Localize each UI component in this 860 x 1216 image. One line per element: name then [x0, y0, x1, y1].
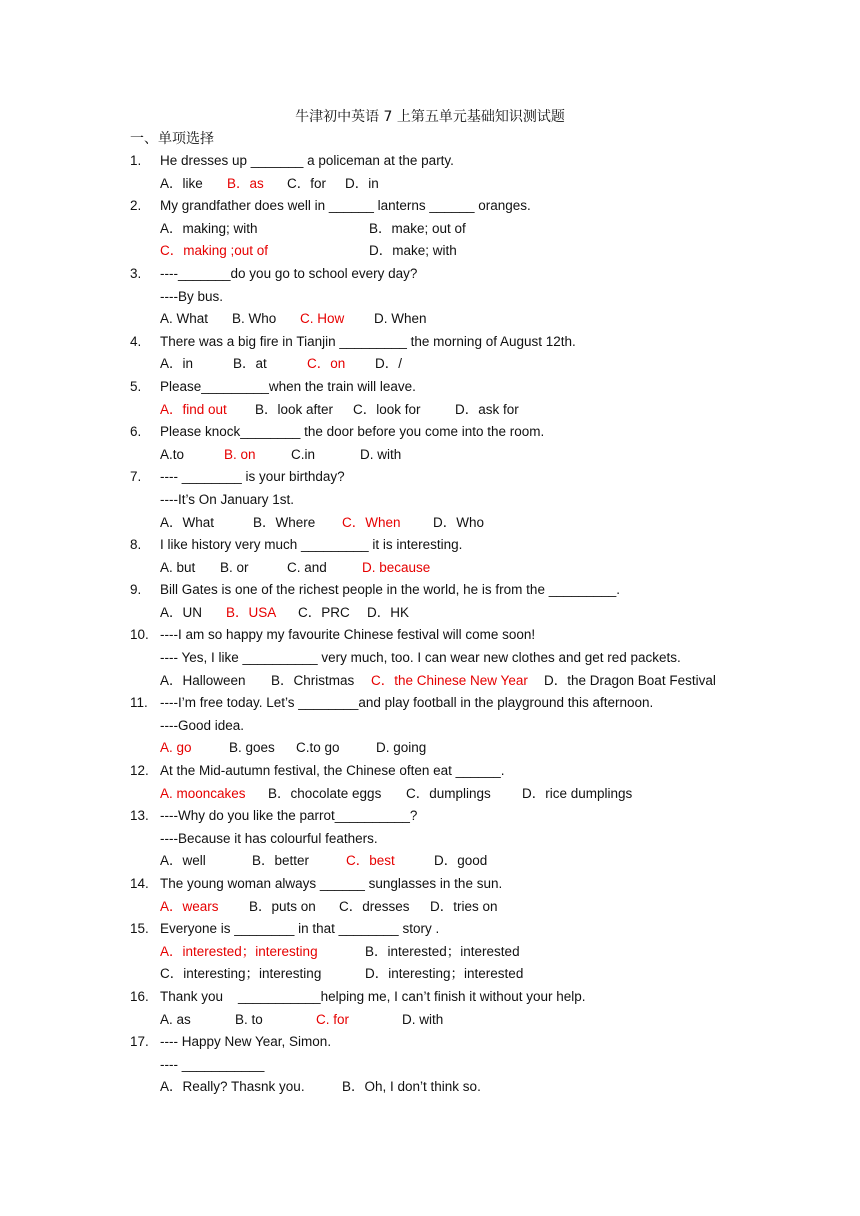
question-line — [130, 760, 830, 783]
question-number: 16. — [130, 988, 149, 1004]
question-line — [130, 850, 830, 873]
question-line — [130, 873, 830, 896]
question-text: ----Because it has colourful feathers. — [160, 830, 378, 846]
answer-option: A. but — [160, 559, 196, 575]
question-line — [130, 986, 830, 1009]
question-line — [130, 173, 830, 196]
answer-option: D．make; with — [369, 243, 457, 259]
question-line — [130, 353, 830, 376]
question-line — [130, 602, 830, 625]
question-line — [130, 399, 830, 422]
question-line — [130, 783, 830, 806]
question-text: There was a big fire in Tianjin _________ the morning of August 12th. — [160, 333, 576, 349]
answer-option: A．find out — [160, 401, 227, 417]
section-heading: 一、单项选择 — [130, 131, 214, 147]
question-line — [130, 308, 830, 331]
question-text: ----It’s On January 1st. — [160, 491, 295, 507]
answer-option: D. going — [376, 740, 427, 756]
answer-option: A．wears — [160, 898, 219, 914]
question-list — [130, 150, 830, 1099]
question-number: 6. — [130, 424, 142, 440]
question-line — [130, 195, 830, 218]
answer-option: B. to — [235, 1011, 263, 1027]
question-text: Thank you ___________helping me, I can’t finish it without your help. — [160, 988, 586, 1004]
answer-option: C. and — [287, 559, 327, 575]
answer-option: B．Christmas — [271, 672, 355, 688]
answer-option: A．What — [160, 514, 215, 530]
answer-option: B. on — [224, 446, 256, 462]
answer-option: C．When — [342, 514, 401, 530]
question-line — [130, 715, 830, 738]
answer-option: C．dumplings — [406, 785, 491, 801]
answer-option: D．interesting；interested — [365, 966, 524, 982]
answer-option: D．ask for — [455, 401, 519, 417]
question-number: 12. — [130, 763, 149, 779]
answer-option: B．Where — [253, 514, 316, 530]
question-number: 14. — [130, 876, 149, 891]
answer-option: A. What — [160, 311, 209, 327]
question-number: 17. — [130, 1034, 149, 1050]
question-text: ----Good idea. — [160, 717, 245, 733]
question-text: ---- Happy New Year, Simon. — [160, 1034, 332, 1050]
answer-option: B．better — [252, 853, 310, 869]
answer-option: B．at — [233, 356, 267, 372]
answer-option: D．tries on — [430, 898, 498, 914]
question-text: ---- Yes, I like __________ very much, too. I can wear new clothes and get red packets. — [160, 650, 681, 666]
answer-option: C．PRC — [298, 604, 350, 620]
answer-option: A．in — [160, 356, 194, 372]
question-number: 5. — [130, 378, 142, 394]
question-text: My grandfather does well in ______ lanterns ______ oranges. — [160, 198, 531, 214]
answer-option: B. Who — [232, 311, 277, 327]
question-text: Bill Gates is one of the richest people in the world, he is from the _________. — [160, 582, 621, 598]
answer-option: A.to — [160, 446, 185, 462]
question-line — [130, 376, 830, 399]
question-number: 9. — [130, 582, 142, 598]
answer-option: D．good — [434, 853, 488, 869]
answer-option: A．Really? Thasnk you. — [160, 1079, 305, 1095]
question-number: 2. — [130, 198, 142, 214]
question-number: 1. — [130, 153, 142, 168]
question-line — [130, 466, 830, 489]
question-line — [130, 534, 830, 557]
answer-option: D. with — [360, 446, 402, 462]
answer-option: C.in — [291, 446, 316, 462]
question-number: 8. — [130, 537, 142, 553]
answer-option: C. for — [316, 1011, 350, 1027]
answer-option: B．puts on — [249, 898, 316, 914]
answer-option: B．look after — [255, 401, 334, 417]
answer-option: B．make; out of — [369, 220, 466, 236]
question-text: ----I’m free today. Let’s ________and play football in the playground this afternoon. — [160, 695, 654, 711]
answer-option: A．making; with — [160, 220, 258, 236]
answer-option: D. because — [362, 559, 431, 575]
question-line — [130, 444, 830, 467]
question-text: Please knock________ the door before you come into the room. — [160, 424, 545, 440]
answer-option: C．making ;out of — [160, 243, 269, 259]
question-number: 3. — [130, 265, 142, 281]
answer-option: A．UN — [160, 604, 203, 620]
question-line — [130, 1076, 830, 1099]
answer-option: B．chocolate eggs — [268, 785, 382, 801]
question-line — [130, 805, 830, 828]
answer-option: B. goes — [229, 740, 275, 756]
question-text: Please_________when the train will leave. — [160, 378, 416, 394]
question-line — [130, 647, 830, 670]
question-line — [130, 624, 830, 647]
question-line — [130, 896, 830, 919]
answer-option: C．dresses — [339, 898, 410, 914]
question-text: ----Why do you like the parrot__________? — [160, 808, 418, 824]
question-text: The young woman always ______ sunglasses in the sun. — [160, 876, 503, 891]
question-text: ----_______do you go to school every day? — [160, 265, 418, 281]
question-number: 7. — [130, 469, 142, 485]
question-line — [130, 963, 830, 986]
answer-option: C. How — [300, 311, 345, 327]
question-line — [130, 512, 830, 535]
question-line — [130, 828, 830, 851]
question-line — [130, 331, 830, 354]
answer-option: B．interested；interested — [365, 943, 520, 959]
answer-option: D. When — [374, 311, 427, 327]
answer-option: D．/ — [375, 356, 402, 372]
answer-option: C．for — [287, 175, 327, 191]
answer-option: B．Oh, I don’t think so. — [342, 1079, 481, 1095]
question-line — [130, 150, 830, 173]
question-line — [130, 692, 830, 715]
answer-option: D．in — [345, 175, 379, 191]
answer-option: C．the Chinese New Year — [371, 672, 528, 688]
question-line — [130, 489, 830, 512]
question-line — [130, 737, 830, 760]
question-line — [130, 1054, 830, 1077]
answer-option: A．interested；interesting — [160, 943, 318, 959]
document-title: 牛津初中英语 7 上第五单元基础知识测试题 — [295, 109, 565, 125]
answer-option: B．USA — [226, 604, 277, 620]
answer-option: B．as — [227, 175, 264, 191]
answer-option: D．Who — [433, 514, 485, 530]
question-line — [130, 286, 830, 309]
question-text: Everyone is ________ in that ________ story . — [160, 921, 440, 937]
answer-option: D. with — [402, 1011, 444, 1027]
question-line — [130, 918, 830, 941]
question-text: He dresses up _______ a policeman at the party. — [160, 153, 454, 168]
answer-option: A. go — [160, 740, 192, 756]
answer-option: C．interesting；interesting — [160, 966, 322, 982]
question-number: 13. — [130, 808, 149, 824]
question-line — [130, 579, 830, 602]
question-line — [130, 557, 830, 580]
question-line — [130, 1031, 830, 1054]
question-text: ---- ________ is your birthday? — [160, 469, 345, 485]
question-number: 15. — [130, 921, 149, 937]
answer-option: A. as — [160, 1011, 191, 1027]
question-number: 10. — [130, 627, 149, 643]
answer-option: D．HK — [367, 604, 410, 620]
answer-option: A．Halloween — [160, 672, 246, 688]
question-line — [130, 218, 830, 241]
answer-option: C．look for — [353, 401, 421, 417]
question-text: ----I am so happy my favourite Chinese festival will come soon! — [160, 627, 536, 643]
question-line — [130, 240, 830, 263]
question-line — [130, 263, 830, 286]
answer-option: A．like — [160, 175, 203, 191]
answer-option: C．best — [346, 853, 395, 869]
answer-option: A. mooncakes — [160, 785, 246, 801]
answer-option: D．the Dragon Boat Festival — [544, 672, 716, 688]
answer-option: B. or — [220, 559, 249, 575]
question-text: At the Mid-autumn festival, the Chinese often eat ______. — [160, 763, 505, 779]
question-line — [130, 1009, 830, 1032]
question-text: ----By bus. — [160, 288, 224, 304]
question-number: 4. — [130, 333, 142, 349]
answer-option: D．rice dumplings — [522, 785, 633, 801]
answer-option: A．well — [160, 853, 206, 869]
question-text: ---- ___________ — [160, 1056, 265, 1072]
question-line — [130, 670, 830, 693]
answer-option: C.to go — [296, 740, 340, 756]
question-number: 11. — [130, 695, 148, 711]
answer-option: C．on — [307, 356, 346, 372]
question-line — [130, 941, 830, 964]
question-text: I like history very much _________ it is interesting. — [160, 537, 463, 553]
question-line — [130, 421, 830, 444]
